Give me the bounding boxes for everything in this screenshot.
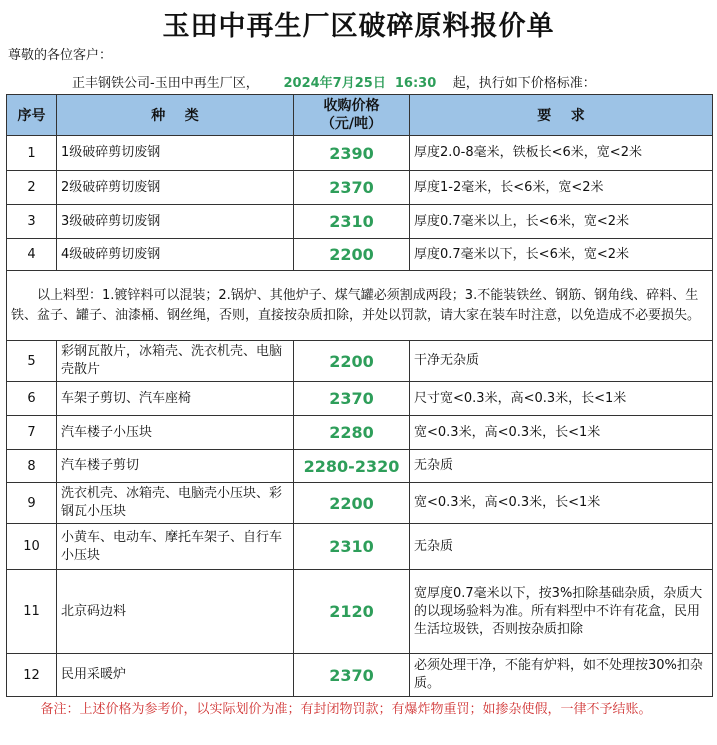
cell-price: 2390 bbox=[294, 136, 410, 171]
table-row bbox=[7, 654, 713, 697]
table-row bbox=[7, 171, 713, 205]
cell-req: 无杂质 bbox=[410, 524, 713, 570]
cell-req: 尺寸宽<0.3米，高<0.3米，长<1米 bbox=[410, 382, 713, 416]
cell-no: 12 bbox=[7, 654, 57, 697]
cell-kind: 1级破碎剪切废钢 bbox=[57, 136, 294, 171]
table-row bbox=[7, 205, 713, 239]
cell-no: 6 bbox=[7, 382, 57, 416]
cell-req: 宽厚度0.7毫米以下，按3%扣除基础杂质，杂质大的以现场验料为准。所有料型中不许有花盒，民用生活垃圾铁，否则按杂质扣除 bbox=[410, 570, 713, 654]
cell-price: 2370 bbox=[294, 171, 410, 205]
cell-req: 厚度2.0-8毫米，铁板长<6米，宽<2米 bbox=[410, 136, 713, 171]
header-kind: 种 类 bbox=[57, 95, 294, 136]
cell-kind: 彩钢瓦散片，冰箱壳、洗衣机壳、电脑壳散片 bbox=[57, 341, 294, 382]
cell-kind: 洗衣机壳、冰箱壳、电脑壳小压块、彩钢瓦小压块 bbox=[57, 483, 294, 524]
cell-req: 厚度1-2毫米，长<6米，宽<2米 bbox=[410, 171, 713, 205]
page-title: 玉田中再生厂区破碎原料报价单 bbox=[162, 11, 555, 42]
header-price: 收购价格 （元/吨） bbox=[294, 95, 410, 136]
effective-date: 2024年7月25日 16:30 bbox=[283, 76, 437, 91]
table-row bbox=[7, 450, 713, 483]
note-row bbox=[7, 271, 713, 341]
table-row bbox=[7, 483, 713, 524]
cell-price: 2310 bbox=[294, 524, 410, 570]
cell-price: 2280-2320 bbox=[294, 450, 410, 483]
cell-price: 2370 bbox=[294, 382, 410, 416]
cell-req: 厚度0.7毫米以下，长<6米，宽<2米 bbox=[410, 239, 713, 271]
cell-price: 2200 bbox=[294, 483, 410, 524]
table-row bbox=[7, 416, 713, 450]
price-table bbox=[6, 94, 713, 697]
cell-no: 9 bbox=[7, 483, 57, 524]
cell-req: 宽<0.3米，高<0.3米，长<1米 bbox=[410, 416, 713, 450]
cell-no: 4 bbox=[7, 239, 57, 271]
company: 正丰钢铁公司-玉田中再生厂区， bbox=[72, 76, 259, 91]
cell-no: 7 bbox=[7, 416, 57, 450]
cell-kind: 北京码边料 bbox=[57, 570, 294, 654]
material-note: 以上料型：1.镀锌料可以混装；2.锅炉、其他炉子、煤气罐必须割成两段；3.不能装铁丝、钢筋、钢角线、碎料、生铁、盆子、罐子、油漆桶、钢丝绳，否则，直接按杂质扣除，并处以罚款，请大家在装车时注意，以免造成不必要损失。 bbox=[7, 271, 713, 341]
table-row bbox=[7, 341, 713, 382]
greeting: 尊敬的各位客户： bbox=[8, 48, 113, 63]
cell-no: 3 bbox=[7, 205, 57, 239]
cell-req: 厚度0.7毫米以上，长<6米，宽<2米 bbox=[410, 205, 713, 239]
cell-no: 11 bbox=[7, 570, 57, 654]
table-row bbox=[7, 136, 713, 171]
cell-kind: 3级破碎剪切废钢 bbox=[57, 205, 294, 239]
cell-no: 2 bbox=[7, 171, 57, 205]
header-no: 序号 bbox=[7, 95, 57, 136]
cell-req: 干净无杂质 bbox=[410, 341, 713, 382]
cell-price: 2310 bbox=[294, 205, 410, 239]
cell-no: 5 bbox=[7, 341, 57, 382]
cell-req: 宽<0.3米，高<0.3米，长<1米 bbox=[410, 483, 713, 524]
cell-kind: 汽车楼子剪切 bbox=[57, 450, 294, 483]
cell-kind: 小黄车、电动车、摩托车架子、自行车小压块 bbox=[57, 524, 294, 570]
cell-no: 10 bbox=[7, 524, 57, 570]
table-row bbox=[7, 239, 713, 271]
intro-suffix: 起，执行如下价格标准： bbox=[452, 76, 596, 91]
cell-kind: 汽车楼子小压块 bbox=[57, 416, 294, 450]
cell-price: 2370 bbox=[294, 654, 410, 697]
cell-kind: 民用采暖炉 bbox=[57, 654, 294, 697]
cell-req: 必须处理干净，不能有炉料，如不处理按30%扣杂质。 bbox=[410, 654, 713, 697]
header-req: 要 求 bbox=[410, 95, 713, 136]
footer-note: 备注：上述价格为参考价，以实际划价为准；有封闭物罚款；有爆炸物重罚；如掺杂使假，一律不予结账。 bbox=[40, 702, 652, 717]
cell-price: 2120 bbox=[294, 570, 410, 654]
cell-req: 无杂质 bbox=[410, 450, 713, 483]
intro bbox=[72, 72, 596, 91]
table-row bbox=[7, 382, 713, 416]
header-row bbox=[7, 95, 713, 136]
cell-kind: 车架子剪切、汽车座椅 bbox=[57, 382, 294, 416]
cell-kind: 4级破碎剪切废钢 bbox=[57, 239, 294, 271]
table-row bbox=[7, 570, 713, 654]
cell-price: 2200 bbox=[294, 341, 410, 382]
cell-no: 1 bbox=[7, 136, 57, 171]
table-row bbox=[7, 524, 713, 570]
cell-kind: 2级破碎剪切废钢 bbox=[57, 171, 294, 205]
cell-price: 2200 bbox=[294, 239, 410, 271]
cell-price: 2280 bbox=[294, 416, 410, 450]
cell-no: 8 bbox=[7, 450, 57, 483]
